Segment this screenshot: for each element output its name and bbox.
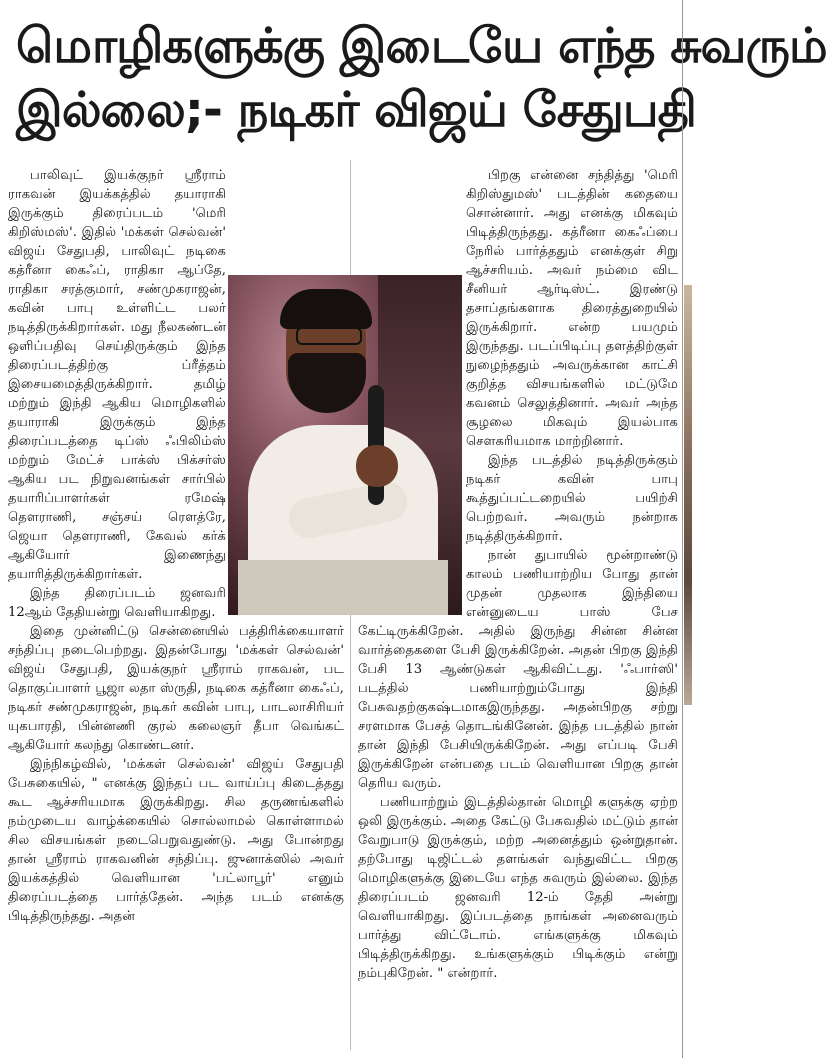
headline-line-1: மொழிகளுக்கு இடையே எந்த சுவரும் xyxy=(16,18,827,74)
beard-shape xyxy=(288,353,366,413)
hand-shape xyxy=(356,445,398,487)
adjacent-page-edge xyxy=(682,0,691,1058)
paragraph: பிறகு என்னை சந்தித்து 'மெரி கிறிஸ்துமஸ்' படத்தின் கதையை சொன்னார். அது எனக்கு மிகவும் பிடித்திருந்தது. கத்ரீனா கைஃப்பை நேரில் பார்த்ததும் எனக்குள் சிறு ஆச்சரியம். அவர் நம்மை விட சீனியர் ஆர்டிஸ்ட். இரண்டு தசாப்தங்களாக திரைத்துறையில் இருக்கிறார். என்ற பயமும் இருந்தது. படப்பிடிப்பு தளத்திற்குள் நுழைந்ததும் அவருக்கான காட்சி குறித்த விசயங்களில் மட்டுமே கவனம் செலுத்தினார். அவர் அந்த சூழலை மிகவும் இயல்பாக சௌகரியமாக மாற்றினார். xyxy=(466,168,678,449)
paragraph: நான் துபாயில் மூன்றாண்டு காலம் பணியாற்றிய போது தான் முதன் முதலாக இந்தியை என்னுடைய பாஸ் பேச கேட்டிருக்கிறேன். அதில் இருந்து சின்ன சின்ன வார்த்தைகளை பேசி இருக்கிறேன். அதன் பிறகு இந்தி பேசி 13 ஆண்டுகள் ஆகிவிட்டது. 'ஃபார்ஸி' படத்தில் பணியாற்றும்போது இந்தி பேசுவதற்குகஷ்டமாகஇருந்தது. அதன்பிறகு சற்று சரளமாக பேசத் தொடங்கினேன். இந்த படத்தில் நான் தான் இந்தி பேசியிருக்கிறேன். அது எப்படி பேசி இருக்கிறேன் என்பதை படம் வெளியான பிறகு தான் தெரிய வரும். xyxy=(358,548,678,791)
hair-shape xyxy=(280,289,372,329)
headline-line-2: இல்லை;- நடிகர் விஜய் சேதுபதி xyxy=(16,82,696,138)
adjacent-photo-strip xyxy=(684,285,692,705)
paragraph: இந்நிகழ்வில், 'மக்கள் செல்வன்' விஜய் சேதுபதி பேசுகையில், " எனக்கு இந்தப் பட வாய்ப்பு கிடைத்தது கூட ஆச்சரியமாக இருக்கிறது. சில தருணங்களில் நம்முடைய வாழ்க்கையில் சொல்லாமல் கொள்ளாமல் சில விசயங்கள் நடைபெறுவதுண்டு. அது போன்றது தான் ஸ்ரீராம் ராகவனின் சந்திப்பு. ஜுனாக்ஸில் அவர் இயக்கத்தில் வெளியான 'பட்லாபூர்' எனும் திரைப்படத்தை பார்த்தேன். அந்த படம் எனக்கு பிடித்திருந்தது. அதன் xyxy=(8,757,344,924)
paragraph: பணியாற்றும் இடத்தில்தான் மொழி களுக்கு ஏற்ற ஒலி இருக்கும். அதை கேட்டு பேசுவதில் மட்டும் தான் வேறுபாடு இருக்கும், மற்ற அனைத்தும் ஒன்றுதான். தற்போது டிஜிட்டல் தளங்கள் வந்துவிட்ட பிறகு மொழிகளுக்கு இடையே எந்த சுவரும் இல்லை. இந்த திரைப்படம் ஜனவரி 12-ம் தேதி அன்று வெளியாகிறது. இப்படத்தை நாங்கள் அனைவரும் பார்த்து விட்டோம். எங்களுக்கு மிகவும் பிடித்திருக்கிறது. உங்களுக்கும் பிடிக்கும் என்று நம்புகிறேன். " என்றார். xyxy=(358,795,678,981)
pants-shape xyxy=(238,560,448,615)
paragraph: இதை முன்னிட்டு சென்னையில் பத்திரிக்கையாளர் சந்திப்பு நடைபெற்றது. இதன்போது 'மக்கள் செல்வன்' விஜய் சேதுபதி, இயக்குநர் ஸ்ரீராம் ராகவன், பட தொகுப்பாளர் பூஜா லதா ஸ்ருதி, நடிகை கத்ரீனா கைஃப், நடிகர் சண்முகராஜன், நடிகர் கவின் பாபு, பாடலாசிரியர் யுகபாரதி, பின்னணி குரல் கலைஞர் தீபா வெங்கட் ஆகியோர் கலந்து கொண்டனர். xyxy=(8,624,344,753)
vijay-sethupathi-photo xyxy=(228,275,462,615)
paragraph: இந்த திரைப்படம் ஜனவரி 12ஆம் தேதியன்று வெளியாகிறது. xyxy=(8,586,226,620)
top-cut-strip xyxy=(0,0,690,8)
headline xyxy=(16,18,827,138)
glasses-shape xyxy=(296,327,362,345)
paragraph: பாலிவுட் இயக்குநர் ஸ்ரீராம் ராகவன் இயக்கத்தில் தயாராகி இருக்கும் திரைப்படம் 'மெரி கிறிஸ்மஸ்'. இதில் 'மக்கள் செல்வன்' விஜய் சேதுபதி, பாலிவுட் நடிகை கத்ரீனா கைஃப், ராதிகா ஆப்தே, ராதிகா சரத்குமார், சண்முகராஜன், கவின் பாபு உள்ளிட்ட பலர் நடித்திருக்கிறார்கள். மது நீலகண்டன் ஒளிப்பதிவு செய்திருக்கும் இந்த திரைப்படத்திற்கு ப்ரீத்தம் இசையமைத்திருக்கிறார். தமிழ் மற்றும் இந்தி ஆகிய மொழிகளில் தயாராகி இருக்கும் இந்த திரைப்படத்தை டிப்ஸ் ஃபிலிம்ஸ் மற்றும் மேட்ச் பாக்ஸ் பிக்சர்ஸ் ஆகிய பட நிறுவனங்கள் சார்பில் தயாரிப்பாளர்கள் ரமேஷ் தௌராணி, சஞ்சய் ரௌத்ரே, ஜெயா தௌராணி, கேவல் கர்க் ஆகியோர் இணைந்து தயாரித்திருக்கிறார்கள். xyxy=(8,168,226,582)
paragraph: இந்த படத்தில் நடித்திருக்கும் நடிகர் கவின் பாபு கூத்துப்பட்டறையில் பயிற்சி பெற்றவர். அவரும் நன்றாக நடித்திருக்கிறார். xyxy=(466,453,678,544)
